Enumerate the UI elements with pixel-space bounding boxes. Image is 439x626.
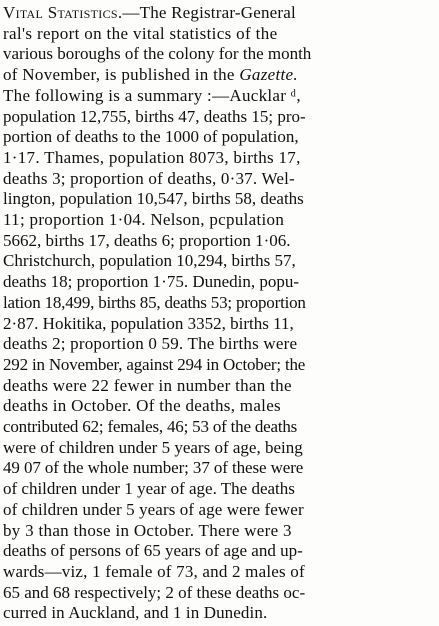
text-line-4 xyxy=(3,64,434,86)
text-line-1 xyxy=(3,2,434,24)
text-line-25: of children under 5 years of age were fewer xyxy=(3,499,304,519)
text-line-11: 11; proportion 1·04. Nelson, pcpulation xyxy=(3,210,285,229)
text-line-23: 49 07 of the whole number; 37 of these were xyxy=(3,458,304,478)
text-line-30: curred in Auckland, and 1 in Dunedin. xyxy=(3,603,268,623)
text-line-2: ral's report on the vital statistics of the xyxy=(3,23,278,43)
text-line-18: 292 in November, against 294 in October; the xyxy=(3,354,306,374)
text-line-12: 5662, births 17, deaths 6; proportion 1·06. xyxy=(3,230,291,250)
article-opening: —The Registrar-General xyxy=(122,3,296,22)
text-line-16: 2·87. Hokitika, population 3352, births 11, xyxy=(3,313,294,333)
text-line-6: population 12,755, births 47, deaths 15; pro- xyxy=(3,106,306,126)
text-line-26: by 3 than those in October. There were 3 xyxy=(3,520,292,540)
text-line-21: contributed 62; females, 46; 53 of the deaths xyxy=(3,417,298,436)
text-line-28: wards—viz, 1 female of 73, and 2 males of xyxy=(3,561,305,581)
text-line-19: deaths were 22 fewer in number than the xyxy=(3,375,292,395)
text-line-7: portion of deaths to the 1000 of population, xyxy=(3,127,299,147)
text-line-24: of children under 1 year of age. The deaths xyxy=(3,479,295,499)
text-line-4-body: of November, is published in the xyxy=(3,65,235,85)
text-line-10: lington, population 10,547, births 58, deaths xyxy=(3,189,304,209)
article-heading: Vital Statistics. xyxy=(3,3,123,22)
text-line-8: 1·17. Thames, population 8073, births 17, xyxy=(3,147,301,167)
text-line-27: deaths of persons of 65 years of age and up- xyxy=(3,541,303,561)
text-line-14: deaths 18; proportion 1·75. Dunedin, popu- xyxy=(3,272,300,292)
gazette-title: Gazette. xyxy=(239,65,298,85)
text-line-29: 65 and 68 respectively; 2 of these deaths oc- xyxy=(3,582,306,602)
text-line-17: deaths 2; proportion 0 59. The births were xyxy=(3,334,298,354)
text-line-9: deaths 3; proportion of deaths, 0·37. Wel- xyxy=(3,168,295,188)
text-line-5: The following is a summary :—Aucklar ᵈ, xyxy=(3,85,301,105)
text-line-13: Christchurch, population 10,294, births 57, xyxy=(3,251,296,271)
text-line-15: lation 18,499, births 85, deaths 53; proportion xyxy=(3,292,306,312)
text-line-20: deaths in October. Of the deaths, males xyxy=(3,396,281,416)
text-line-3: various boroughs of the colony for the month xyxy=(3,44,312,64)
text-line-22: were of children under 5 years of age, being xyxy=(3,437,303,457)
